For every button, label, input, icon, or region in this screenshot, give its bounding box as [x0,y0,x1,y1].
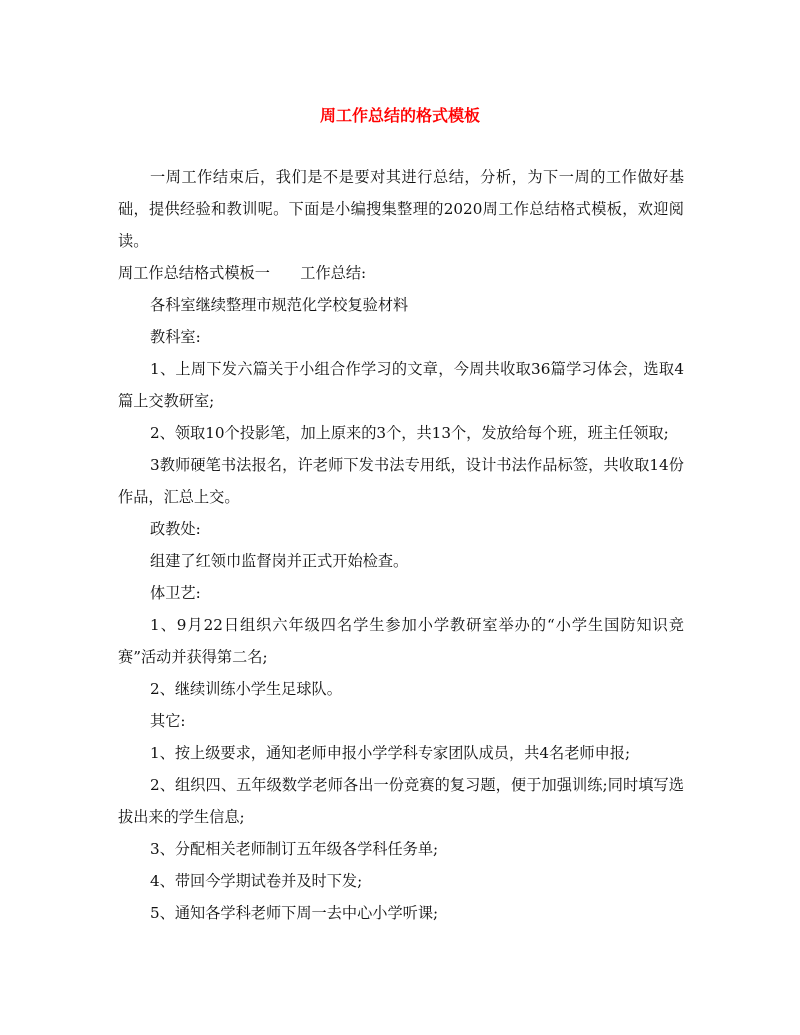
paragraph: 2、组织四、五年级数学老师各出一份竞赛的复习题，便于加强训练;同时填写选拔出来的学生信息; [118,776,684,826]
paragraph: 3、分配相关老师制订五年级各学科任务单; [150,840,439,858]
paragraph: 周工作总结格式模板一 工作总结: [118,264,367,282]
document-title: 周工作总结的格式模板 [319,106,480,125]
paragraph: 3教师硬笔书法报名，许老师下发书法专用纸，设计书法作品标签，共收取14份作品，汇总上交。 [118,456,684,506]
paragraph: 各科室继续整理市规范化学校复验材料 [150,296,409,314]
paragraph: 政教处: [150,520,201,538]
paragraph: 4、带回今学期试卷并及时下发; [150,872,363,890]
paragraph: 教科室: [150,328,201,346]
document-body [118,161,684,929]
paragraph: 一周工作结束后，我们是不是要对其进行总结，分析，为下一周的工作做好基础，提供经验和教训呢。下面是小编搜集整理的2020周工作总结格式模板，欢迎阅读。 [118,168,684,250]
paragraph: 2、领取10个投影笔，加上原来的3个，共13个，发放给每个班，班主任领取; [150,424,669,442]
paragraph: 1、9月22日组织六年级四名学生参加小学教研室举办的“小学生国防知识竞赛”活动并获得第二名; [118,616,684,666]
paragraph: 1、按上级要求，通知老师申报小学学科专家团队成员，共4名老师申报; [150,744,631,762]
paragraph: 其它: [150,712,186,730]
paragraph: 组建了红领巾监督岗并正式开始检查。 [150,552,409,570]
paragraph: 5、通知各学科老师下周一去中心小学听课; [150,904,439,922]
paragraph: 2、继续训练小学生足球队。 [150,680,342,698]
paragraph: 体卫艺: [150,584,201,602]
paragraph: 1、上周下发六篇关于小组合作学习的文章，今周共收取36篇学习体会，选取4篇上交教研室; [118,360,684,410]
